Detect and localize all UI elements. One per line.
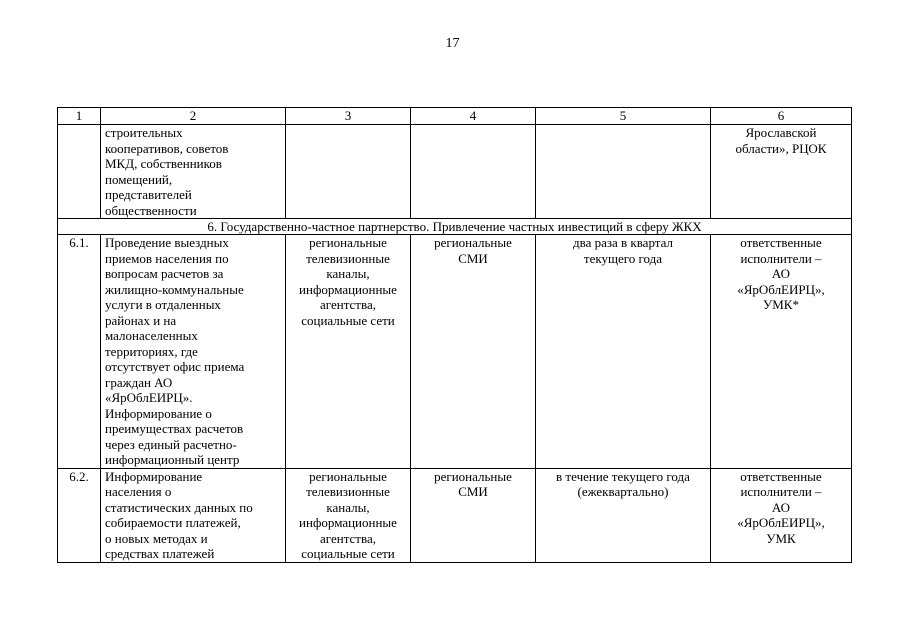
period-cell bbox=[536, 235, 711, 469]
column-header: 5 bbox=[536, 108, 711, 125]
cell-line: населения о bbox=[105, 484, 172, 499]
cell-line: через единый расчетно- bbox=[105, 436, 237, 452]
responsible-cell bbox=[711, 235, 852, 469]
cell-line: информационные bbox=[299, 515, 397, 530]
media-cell bbox=[411, 125, 536, 219]
cell-line: социальные сети bbox=[301, 312, 395, 328]
cell-line: представителей bbox=[105, 187, 192, 202]
cell-line: два раза в квартал bbox=[572, 235, 673, 250]
cell-line: территориях, где bbox=[105, 343, 198, 359]
cell-line: вопросам расчетов за bbox=[105, 266, 224, 281]
cell-line: преимуществах расчетов bbox=[105, 421, 244, 436]
cell-line: СМИ bbox=[458, 250, 488, 266]
cell-line: региональные bbox=[434, 468, 512, 484]
cell-line: Ярославской bbox=[745, 125, 817, 140]
cell-line: Информирование о bbox=[105, 405, 212, 421]
period-cell bbox=[536, 468, 711, 562]
column-header: 1 bbox=[58, 108, 101, 125]
cell-line: граждан АО bbox=[105, 374, 173, 390]
period-cell bbox=[536, 125, 711, 219]
measure-cell bbox=[101, 468, 286, 562]
responsible-cell bbox=[711, 468, 852, 562]
column-number-row bbox=[58, 108, 852, 125]
section-row bbox=[58, 219, 852, 235]
cell-line: телевизионные bbox=[306, 484, 390, 499]
cell-line: исполнители – bbox=[740, 250, 822, 266]
cell-line: каналы, bbox=[326, 266, 370, 281]
row-number-cell: 6.2. bbox=[58, 468, 101, 562]
cell-line: АО bbox=[771, 266, 791, 281]
cell-line: области», РЦОК bbox=[735, 140, 827, 156]
cell-line: информационные bbox=[299, 281, 397, 297]
measures-table bbox=[57, 107, 852, 563]
section-title: 6. Государственно-частное партнерство. Привлечение частных инвестиций в сферу ЖКХ bbox=[58, 219, 852, 235]
cell-line: каналы, bbox=[326, 499, 370, 515]
cell-line: кооперативов, советов bbox=[105, 140, 229, 156]
cell-line: текущего года bbox=[583, 250, 663, 266]
cell-line: услуги в отдаленных bbox=[105, 297, 221, 312]
cell-line: региональные bbox=[309, 468, 387, 484]
measure-cell bbox=[101, 235, 286, 469]
cell-line: МКД, собственников bbox=[105, 156, 222, 171]
channel-cell bbox=[286, 125, 411, 219]
cell-line: СМИ bbox=[458, 484, 488, 499]
cell-line: Проведение выездных bbox=[105, 235, 229, 250]
cell-line: общественности bbox=[105, 202, 197, 218]
cell-line: помещений, bbox=[105, 171, 173, 187]
cell-line: в течение текущего года bbox=[556, 468, 690, 484]
column-header: 4 bbox=[411, 108, 536, 125]
cell-line: агентства, bbox=[320, 530, 376, 546]
channel-cell bbox=[286, 468, 411, 562]
responsible-cell bbox=[711, 125, 852, 219]
cell-line: ответственные bbox=[740, 235, 822, 250]
cell-line: ответственные bbox=[740, 468, 822, 484]
cell-line: «ЯрОблЕИРЦ», bbox=[737, 281, 825, 297]
cell-line: социальные сети bbox=[301, 546, 395, 561]
cell-line: средствах платежей bbox=[105, 546, 215, 561]
cell-line: телевизионные bbox=[306, 250, 390, 266]
cell-line: отсутствует офис приема bbox=[105, 359, 245, 374]
cell-line: строительных bbox=[105, 125, 183, 140]
media-cell bbox=[411, 468, 536, 562]
cell-line: исполнители – bbox=[740, 484, 822, 499]
column-header: 3 bbox=[286, 108, 411, 125]
cell-line: о новых методах и bbox=[105, 530, 208, 546]
cell-line: информационный центр bbox=[105, 452, 240, 467]
cell-line: «ЯрОблЕИРЦ». bbox=[105, 390, 193, 405]
table-row bbox=[58, 235, 852, 469]
cell-line: УМК* bbox=[763, 297, 799, 312]
cell-line: районах и на bbox=[105, 312, 177, 328]
measure-cell bbox=[101, 125, 286, 219]
continuation-row bbox=[58, 125, 852, 219]
table-row bbox=[58, 468, 852, 562]
channel-cell bbox=[286, 235, 411, 469]
cell-line: региональные bbox=[309, 235, 387, 250]
cell-line: региональные bbox=[434, 235, 512, 250]
cell-line: АО bbox=[771, 499, 791, 515]
cell-line: собираемости платежей, bbox=[105, 515, 241, 530]
column-header: 6 bbox=[711, 108, 852, 125]
row-number-cell: 6.1. bbox=[58, 235, 101, 469]
page-number: 17 bbox=[445, 36, 460, 51]
cell-line: малонаселенных bbox=[105, 328, 198, 343]
cell-line: статистических данных по bbox=[105, 499, 253, 515]
row-number-cell bbox=[58, 125, 101, 219]
column-header: 2 bbox=[101, 108, 286, 125]
media-cell bbox=[411, 235, 536, 469]
cell-line: жилищно-коммунальные bbox=[105, 281, 244, 297]
cell-line: Информирование bbox=[105, 468, 203, 484]
cell-line: агентства, bbox=[320, 297, 376, 312]
cell-line: приемов населения по bbox=[105, 250, 229, 266]
cell-line: УМК bbox=[766, 530, 796, 546]
cell-line: «ЯрОблЕИРЦ», bbox=[737, 515, 825, 530]
cell-line: (ежеквартально) bbox=[577, 484, 669, 499]
